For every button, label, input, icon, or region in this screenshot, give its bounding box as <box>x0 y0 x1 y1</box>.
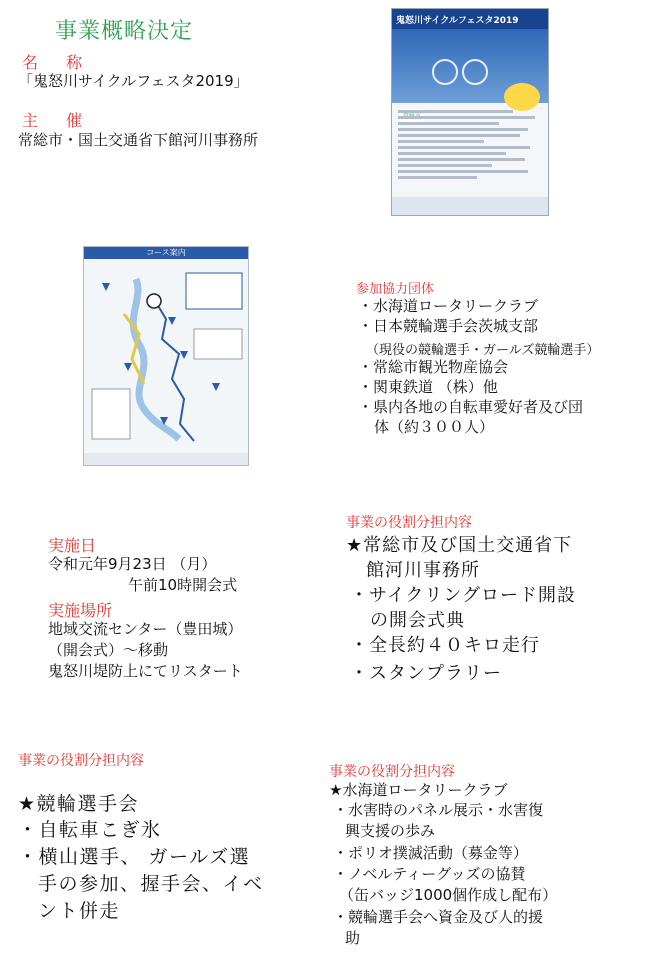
role-line: （缶バッジ1000個作成し配布） <box>339 886 558 904</box>
role-line: ・水害時のパネル展示・水害復 <box>333 801 544 819</box>
name-value: 「鬼怒川サイクルフェスタ2019」 <box>18 72 249 90</box>
date-time: 午前10時開会式 <box>128 576 238 594</box>
role-line: ・競輪選手会へ資金及び人的援 <box>333 908 544 926</box>
role-line: ・全長約４０キロ走行 <box>350 635 540 656</box>
participant-item: ・日本競輪選手会茨城支部 <box>358 317 539 335</box>
venue-line: 地域交流センター（豊田城） <box>48 620 243 638</box>
poster-photo <box>392 29 548 103</box>
role-line: 手の参加、握手会、イベ <box>38 873 264 895</box>
participant-item: （現役の競輪選手・ガールズ競輪選手） <box>366 343 600 358</box>
map-notes <box>92 389 130 439</box>
roles-title: 事業の役割分担内容 <box>329 764 455 780</box>
role-line: 興支援の歩み <box>345 822 436 840</box>
map-inset <box>186 273 242 309</box>
host-label: 主 催 <box>22 111 89 130</box>
poster-footer <box>392 197 548 215</box>
participants-title: 参加協力団体 <box>356 282 435 297</box>
participant-item: ・県内各地の自転車愛好者及び団 <box>358 398 584 416</box>
role-line: ・自転車こぎ氷 <box>18 819 162 841</box>
role-line: ・スタンプラリー <box>350 663 502 684</box>
start-goal-icon <box>147 294 161 308</box>
roles-title: 事業の役割分担内容 <box>346 515 472 531</box>
role-line: ★水海道ロータリークラブ <box>329 781 508 799</box>
participant-item: ・常総市観光物産協会 <box>358 358 509 376</box>
bicycle-wheel-icon <box>462 59 488 85</box>
role-line: ★常総市及び国土交通省下 <box>346 535 573 556</box>
role-line: ★競輪選手会 <box>18 793 140 815</box>
role-line: ント併走 <box>38 900 121 922</box>
name-label: 名 称 <box>22 53 89 72</box>
role-line: ・サイクリングロード開設 <box>350 585 577 606</box>
poster-title: 鬼怒川サイクルフェスタ2019 <box>392 9 548 29</box>
roles-title: 事業の役割分担内容 <box>18 753 144 769</box>
map-header: コース案内 <box>84 247 248 259</box>
role-line: の開会式典 <box>370 610 465 631</box>
participant-item: ・水海道ロータリークラブ <box>358 297 539 315</box>
role-line: 館河川事務所 <box>366 560 480 581</box>
role-line: ・ノベルティーグッズの協賛 <box>333 865 526 883</box>
page-title: 事業概略決定 <box>55 19 194 44</box>
bicycle-wheel-icon <box>432 59 458 85</box>
host-value: 常総市・国土交通省下館河川事務所 <box>18 131 259 149</box>
role-line: ・横山選手、 ガールズ選 <box>18 846 251 868</box>
date-line: 令和元年9月23日 （月） <box>48 555 217 573</box>
map-footer <box>84 453 248 465</box>
participant-item: ・関東鉄道 （株）他 <box>358 378 498 396</box>
venue-line: 鬼怒川堤防上にてリスタート <box>48 662 243 680</box>
map-legend <box>194 329 242 359</box>
map-graphic <box>84 259 248 453</box>
event-poster <box>391 8 549 216</box>
participant-item: 体（約３００人） <box>374 418 495 436</box>
venue-line: （開会式）～移動 <box>48 641 169 659</box>
poster-details <box>398 107 542 182</box>
role-line: 助 <box>345 929 361 947</box>
date-label: 実施日 <box>48 536 97 555</box>
role-line: ・ポリオ撲滅活動（募金等） <box>333 844 528 862</box>
venue-label: 実施場所 <box>48 601 113 620</box>
course-map <box>83 246 249 466</box>
